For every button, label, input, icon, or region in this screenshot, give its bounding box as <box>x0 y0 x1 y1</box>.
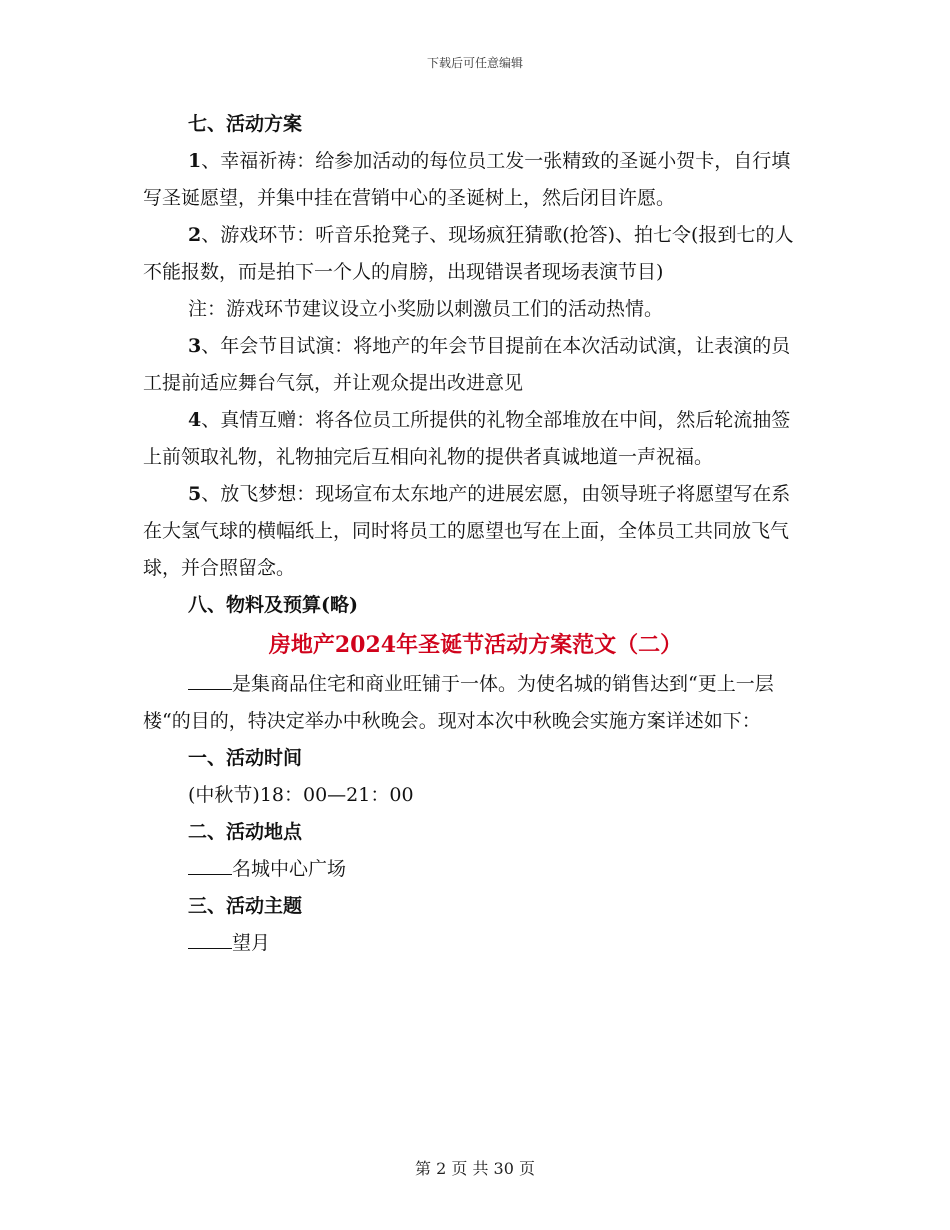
item-text: 、游戏环节：听音乐抢凳子、现场疯狂猜歌(抢答)、拍七令(报到七的人不能报数，而是拍下一个人的肩膀，出现错误者现场表演节目) <box>143 224 794 283</box>
item-text: 注：游戏环节建议设立小奖励以刺激员工们的活动热情。 <box>188 298 664 320</box>
blank-underline <box>188 669 232 690</box>
part-3-text: 望月 <box>232 932 271 954</box>
part-3-paragraph <box>143 925 808 962</box>
section-7-heading: 七、活动方案 <box>188 113 303 135</box>
part-1-heading: 一、活动时间 <box>188 747 303 769</box>
section-8-heading: 八、物料及预算(略) <box>188 594 358 616</box>
part-1-text: (中秋节)18：00—21：00 <box>188 784 414 806</box>
intro-paragraph <box>143 666 808 740</box>
section-7-item-1 <box>143 143 808 217</box>
item-text: 、放飞梦想：现场宣布太东地产的进展宏愿，由领导班子将愿望写在系在大氢气球的横幅纸上，同时将员工的愿望也写在上面，全体员工共同放飞气球，并合照留念。 <box>143 483 791 579</box>
blank-underline <box>188 854 232 875</box>
part-3-heading: 三、活动主题 <box>188 895 303 917</box>
section-7-note <box>143 291 808 328</box>
item-number: 4 <box>188 409 202 431</box>
page-footer: 第 2 页 共 30 页 <box>415 1159 535 1178</box>
item-text: 、真情互赠：将各位员工所提供的礼物全部堆放在中间，然后轮流抽签上前领取礼物，礼物抽完后互相向礼物的提供者真诚地道一声祝福。 <box>143 409 791 468</box>
document-title: 房地产2024年圣诞节活动方案范文（二） <box>268 632 683 658</box>
part-2-heading: 二、活动地点 <box>188 821 303 843</box>
intro-text: 是集商品住宅和商业旺铺于一体。为使名城的销售达到“更上一层楼“的目的，特决定举办中秋晚会。现对本次中秋晚会实施方案详述如下： <box>143 673 774 732</box>
section-7-item-2 <box>143 217 808 291</box>
item-number: 5 <box>188 483 202 505</box>
item-number: 1 <box>188 150 202 172</box>
item-text: 、年会节目试演：将地产的年会节目提前在本次活动试演，让表演的员工提前适应舞台气氛，并让观众提出改进意见 <box>143 335 791 394</box>
page-header: 下载后可任意编辑 <box>426 56 523 70</box>
section-7-item-5 <box>143 476 808 587</box>
part-2-text: 名城中心广场 <box>232 858 347 880</box>
document-body <box>143 106 808 962</box>
item-text: 、幸福祈祷：给参加活动的每位员工发一张精致的圣诞小贺卡，自行填写圣诞愿望，并集中挂在营销中心的圣诞树上，然后闭目许愿。 <box>143 150 791 209</box>
item-number: 3 <box>188 335 202 357</box>
item-number: 2 <box>188 224 202 246</box>
section-7-item-4 <box>143 402 808 476</box>
part-2-paragraph <box>143 851 808 888</box>
section-7-item-3 <box>143 328 808 402</box>
blank-underline <box>188 928 232 949</box>
